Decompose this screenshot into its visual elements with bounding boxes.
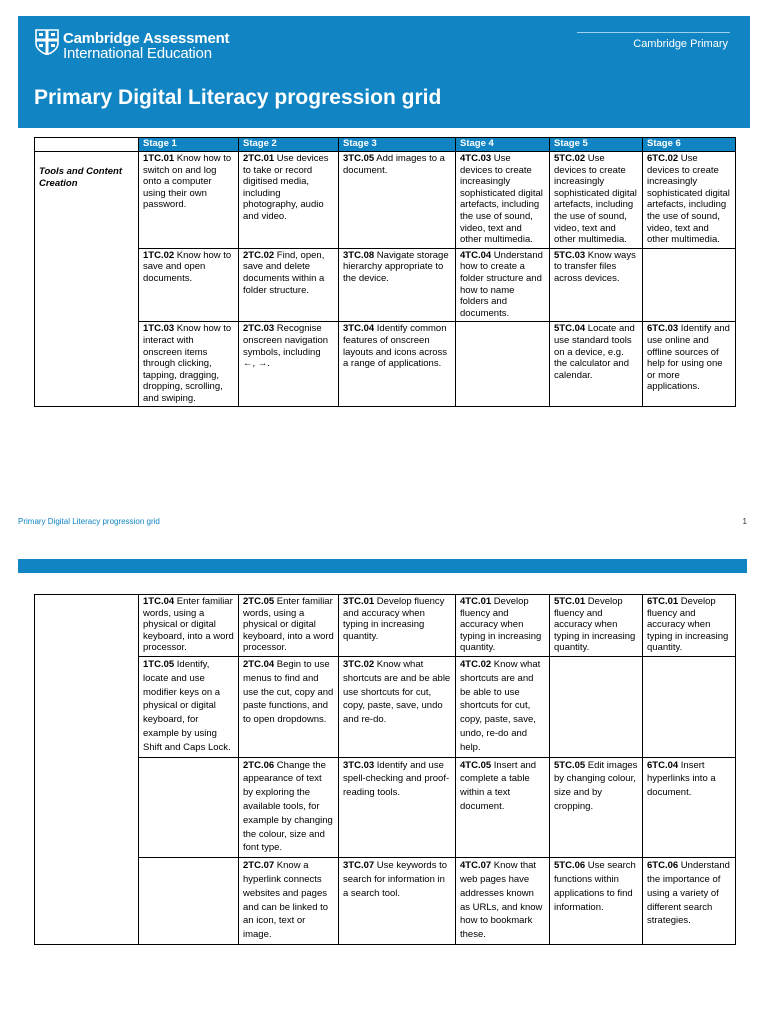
- objective-cell: [339, 656, 456, 757]
- objective-code: 2TC.07: [243, 860, 275, 872]
- objective-code: 6TC.01: [647, 596, 679, 607]
- objective-cell: [643, 757, 736, 858]
- column-header-stage-4: Stage 4: [456, 138, 550, 152]
- objective-code: 1TC.05: [143, 658, 175, 670]
- objective-code: 4TC.04: [460, 249, 492, 261]
- objective-cell: [339, 248, 456, 322]
- objective-cell: [456, 152, 550, 249]
- objective-cell: [550, 248, 643, 322]
- objective-code: 1TC.03: [143, 323, 175, 335]
- objective-cell: [643, 248, 736, 322]
- objective-cell: [456, 858, 550, 945]
- objective-cell: [550, 858, 643, 945]
- org-subname: International Education: [63, 45, 212, 62]
- objective-cell: [550, 656, 643, 757]
- objective-code: 1TC.04: [143, 596, 175, 607]
- objective-text: Identify common features of onscreen layouts and icons across a range of applications.: [343, 323, 448, 370]
- objective-text: Identify and use online and offline sources of help for using one or more applications.: [647, 323, 730, 393]
- column-header-stage-2: Stage 2: [239, 138, 339, 152]
- table-header-row: [35, 138, 736, 152]
- objective-cell: [139, 152, 239, 249]
- table-row: [35, 757, 736, 858]
- objective-cell: [239, 656, 339, 757]
- objective-text: Know a hyperlink connects websites and pages and can be linked to an icon, text or image.: [243, 860, 329, 941]
- objective-code: 2TC.03: [243, 323, 275, 335]
- objective-cell: [456, 757, 550, 858]
- objective-cell: [550, 595, 643, 657]
- objective-text: Enter familiar words, using a physical or digital keyboard, into a word processor.: [243, 596, 334, 654]
- objective-cell: [643, 322, 736, 407]
- objective-code: 5TC.05: [554, 759, 586, 771]
- objective-code: 2TC.06: [243, 759, 275, 771]
- table-row: [35, 322, 736, 407]
- objective-text: Develop fluency and accuracy when typing in increasing quantity.: [554, 596, 636, 654]
- objective-text: Know how to save and open documents.: [143, 249, 232, 284]
- objective-code: 2TC.02: [243, 249, 275, 261]
- objective-cell: [339, 858, 456, 945]
- objective-cell: [139, 757, 239, 858]
- objective-cell: [239, 152, 339, 249]
- progression-table: [34, 137, 736, 407]
- objective-code: 3TC.02: [343, 658, 375, 670]
- objective-code: 2TC.05: [243, 596, 275, 607]
- objective-text: Insert hyperlinks into a document.: [647, 759, 716, 799]
- objective-cell: [239, 248, 339, 322]
- objective-text: Know what shortcuts are and be able to use shortcuts for cut, copy, paste, save, undo, re-do and help.: [460, 658, 541, 753]
- objective-text: Recognise onscreen navigation symbols, including ←, →.: [243, 323, 329, 370]
- progression-table-continued: [34, 594, 736, 945]
- objective-text: Enter familiar words, using a physical or digital keyboard, into a word processor.: [143, 596, 234, 654]
- objective-cell: [139, 248, 239, 322]
- category-cell: Tools and Content Creation: [35, 152, 139, 407]
- objective-cell: [139, 656, 239, 757]
- objective-cell: [456, 322, 550, 407]
- objective-code: 4TC.03: [460, 153, 492, 164]
- objective-cell: [643, 595, 736, 657]
- objective-text: Navigate storage hierarchy appropriate to the device.: [343, 249, 449, 284]
- objective-cell: [550, 757, 643, 858]
- objective-cell: [643, 656, 736, 757]
- objective-text: Insert and complete a table within a text document.: [460, 759, 537, 812]
- column-header-stage-1: Stage 1: [139, 138, 239, 152]
- objective-code: 4TC.01: [460, 596, 492, 607]
- objective-code: 6TC.04: [647, 759, 679, 771]
- objective-code: 1TC.02: [143, 249, 175, 261]
- table-row: [35, 656, 736, 757]
- objective-code: 4TC.05: [460, 759, 492, 771]
- objective-code: 3TC.03: [343, 759, 375, 771]
- objective-text: Use devices to create increasingly sophisticated digital artefacts, including the use of sound, video, text and other multimedia.: [647, 153, 730, 246]
- objective-text: Develop fluency and accuracy when typing in increasing quantity.: [460, 596, 542, 654]
- objective-code: 5TC.02: [554, 153, 586, 164]
- objective-code: 4TC.07: [460, 860, 492, 872]
- objective-text: Know ways to transfer files across devices.: [554, 249, 636, 284]
- objective-code: 6TC.06: [647, 860, 679, 872]
- objective-text: Use devices to create increasingly sophisticated digital artefacts, including the use of sound, video, text and other multimedia.: [460, 153, 543, 246]
- page-2-header-band: [18, 559, 747, 573]
- org-name: Cambridge Assessment: [63, 30, 230, 47]
- objective-cell: [339, 322, 456, 407]
- objective-text: Develop fluency and accuracy when typing in increasing quantity.: [343, 596, 445, 642]
- objective-code: 6TC.02: [647, 153, 679, 164]
- objective-cell: [239, 595, 339, 657]
- objective-text: Begin to use menus to find and use the cut, copy and paste functions, and to open dropdowns.: [243, 658, 334, 726]
- objective-text: Find, open, save and delete documents within a folder structure.: [243, 249, 325, 296]
- category-cell: [35, 595, 139, 945]
- objective-cell: [239, 757, 339, 858]
- objective-code: 3TC.05: [343, 153, 375, 164]
- objective-text: Know how to interact with onscreen items through clicking, tapping, dragging, dropping, scrolling, and swiping.: [143, 323, 232, 404]
- objective-code: 3TC.04: [343, 323, 375, 335]
- objective-text: Understand how to create a folder structure and how to name folders and documents.: [460, 249, 543, 319]
- objective-text: Change the appearance of text by exploring the available tools, for example by changing the colour, size and font type.: [243, 759, 333, 854]
- objective-text: Identify, locate and use modifier keys on a physical or digital keyboard, for example by using Shift and Caps Lock.: [143, 658, 231, 753]
- page-title: Primary Digital Literacy progression grid: [34, 86, 442, 109]
- objective-code: 3TC.07: [343, 860, 375, 872]
- objective-cell: [643, 858, 736, 945]
- objective-text: Locate and use standard tools on a device, e.g. the calculator and calendar.: [554, 323, 635, 381]
- objective-cell: [456, 656, 550, 757]
- column-header-stage-3: Stage 3: [339, 138, 456, 152]
- objective-cell: [456, 248, 550, 322]
- objective-code: 4TC.02: [460, 658, 492, 670]
- objective-code: 5TC.03: [554, 249, 586, 261]
- objective-cell: [643, 152, 736, 249]
- objective-text: Know how to switch on and log onto a computer using their own password.: [143, 153, 232, 211]
- table-row: [35, 152, 736, 249]
- objective-text: Develop fluency and accuracy when typing in increasing quantity.: [647, 596, 729, 654]
- objective-text: Use devices to take or record digitised media, including photography, audio and video.: [243, 153, 329, 222]
- table-row: [35, 595, 736, 657]
- objective-code: 5TC.06: [554, 860, 586, 872]
- table-row: [35, 248, 736, 322]
- objective-code: 3TC.08: [343, 249, 375, 261]
- column-header-stage-5: Stage 5: [550, 138, 643, 152]
- objective-cell: [550, 322, 643, 407]
- objective-text: Understand the importance of using a variety of different search strategies.: [647, 860, 730, 927]
- programme-label: Cambridge Primary: [633, 38, 728, 50]
- objective-cell: [139, 595, 239, 657]
- objective-code: 2TC.01: [243, 153, 275, 164]
- objective-cell: [339, 595, 456, 657]
- objective-code: 3TC.01: [343, 596, 375, 607]
- footer-title: Primary Digital Literacy progression grid: [18, 517, 160, 526]
- objective-code: 6TC.03: [647, 323, 679, 335]
- cambridge-shield-icon: [35, 29, 59, 55]
- objective-cell: [339, 152, 456, 249]
- objective-text: Edit images by changing colour, size and by cropping.: [554, 759, 638, 812]
- objective-text: Know that web pages have addresses known as URLs, and know how to bookmark these.: [460, 860, 543, 941]
- objective-cell: [239, 858, 339, 945]
- objective-text: Use search functions within applications to find information.: [554, 860, 636, 913]
- objective-text: Add images to a document.: [343, 153, 445, 176]
- objective-text: Use devices to create increasingly sophisticated digital artefacts, including the use of sound, video, text and other multimedia.: [554, 153, 637, 246]
- objective-cell: [456, 595, 550, 657]
- objective-cell: [550, 152, 643, 249]
- objective-code: 2TC.04: [243, 658, 275, 670]
- objective-cell: [139, 858, 239, 945]
- column-header-stage-6: Stage 6: [643, 138, 736, 152]
- header-blank-cell: [35, 138, 139, 152]
- objective-cell: [139, 322, 239, 407]
- objective-text: Use keywords to search for information in a search tool.: [343, 860, 448, 899]
- objective-text: Know what shortcuts are and be able use shortcuts for cut, copy, paste, save, undo and re-do.: [343, 658, 451, 726]
- objective-code: 1TC.01: [143, 153, 175, 164]
- objective-code: 5TC.04: [554, 323, 586, 335]
- objective-code: 5TC.01: [554, 596, 586, 607]
- table-row: [35, 858, 736, 945]
- objective-cell: [239, 322, 339, 407]
- objective-text: Identify and use spell-checking and proof-reading tools.: [343, 759, 450, 799]
- header-rule: [577, 32, 730, 33]
- objective-cell: [339, 757, 456, 858]
- page-number: 1: [742, 517, 747, 526]
